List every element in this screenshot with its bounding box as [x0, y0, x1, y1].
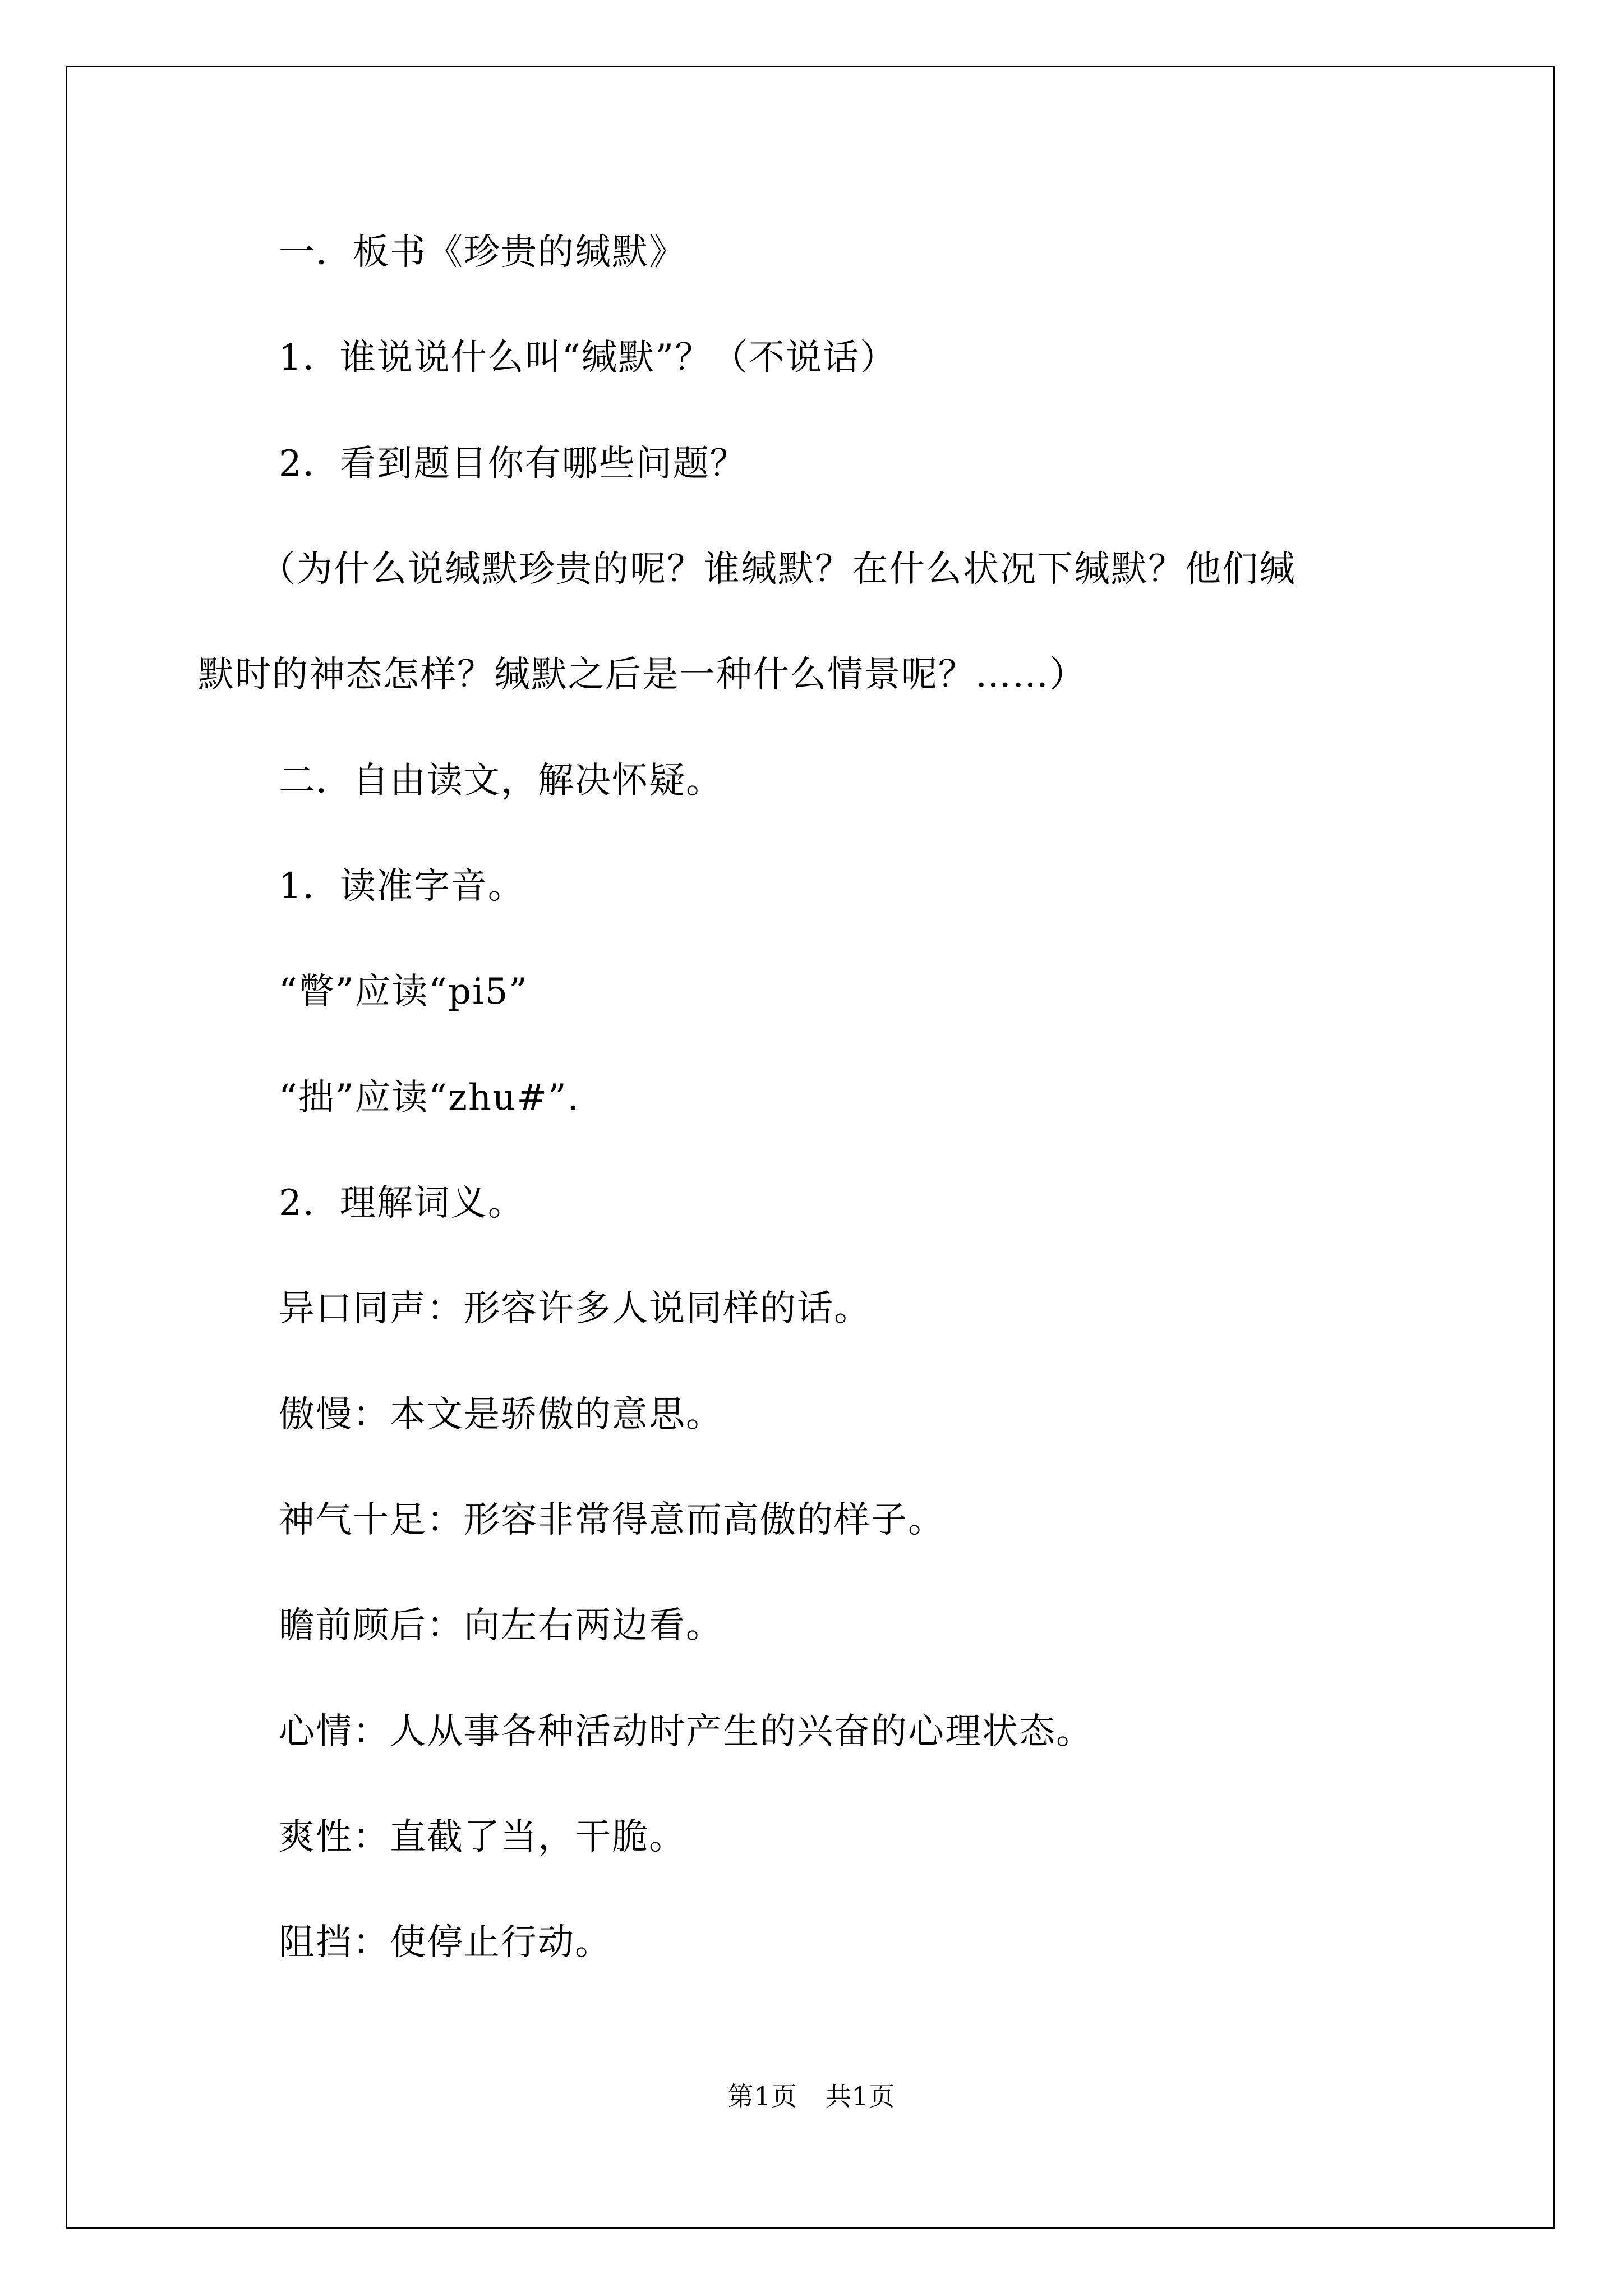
vocabulary-item: 傲慢：本文是骄傲的意思。: [279, 1394, 723, 1435]
paragraph-question-2: 2．看到题目你有哪些问题？: [279, 443, 747, 485]
paragraph-questions-list-line-2: 默时的神态怎样？缄默之后是一种什么情景呢？……）: [198, 654, 1086, 696]
paragraph-vocabulary-heading: 2．理解词义。: [279, 1182, 525, 1224]
paragraph-pronunciation-heading: 1．读准字音。: [279, 866, 525, 907]
page-border: [66, 66, 1555, 2229]
paragraph-question-1: 1．谁说说什么叫“缄默”？（不说话）: [279, 337, 897, 379]
vocabulary-item: 异口同声：形容许多人说同样的话。: [279, 1288, 871, 1329]
vocabulary-item: 神气十足：形容非常得意而高傲的样子。: [279, 1499, 945, 1541]
vocabulary-item: 爽性：直截了当，干脆。: [279, 1816, 686, 1858]
paragraph-pronunciation-1: “瞥”应读“pi5”: [279, 971, 529, 1013]
paragraph-questions-list-line-1: （为什么说缄默珍贵的呢？谁缄默？在什么状况下缄默？他们缄: [260, 549, 1296, 590]
vocabulary-item: 阻挡：使停止行动。: [279, 1922, 612, 1963]
section-heading-1: 一．板书《珍贵的缄默》: [279, 232, 686, 273]
section-heading-2: 二．自由读文，解决怀疑。: [279, 760, 723, 802]
paragraph-pronunciation-2: “拙”应读“zhu#”.: [279, 1077, 580, 1119]
page-number-current: 第1页: [727, 2081, 797, 2111]
page-footer: [0, 2079, 1623, 2113]
page-number-total: 共1页: [826, 2081, 896, 2111]
vocabulary-item: 瞻前顾后：向左右两边看。: [279, 1605, 723, 1646]
vocabulary-item: 心情：人从事各种活动时产生的兴奋的心理状态。: [279, 1711, 1093, 1752]
